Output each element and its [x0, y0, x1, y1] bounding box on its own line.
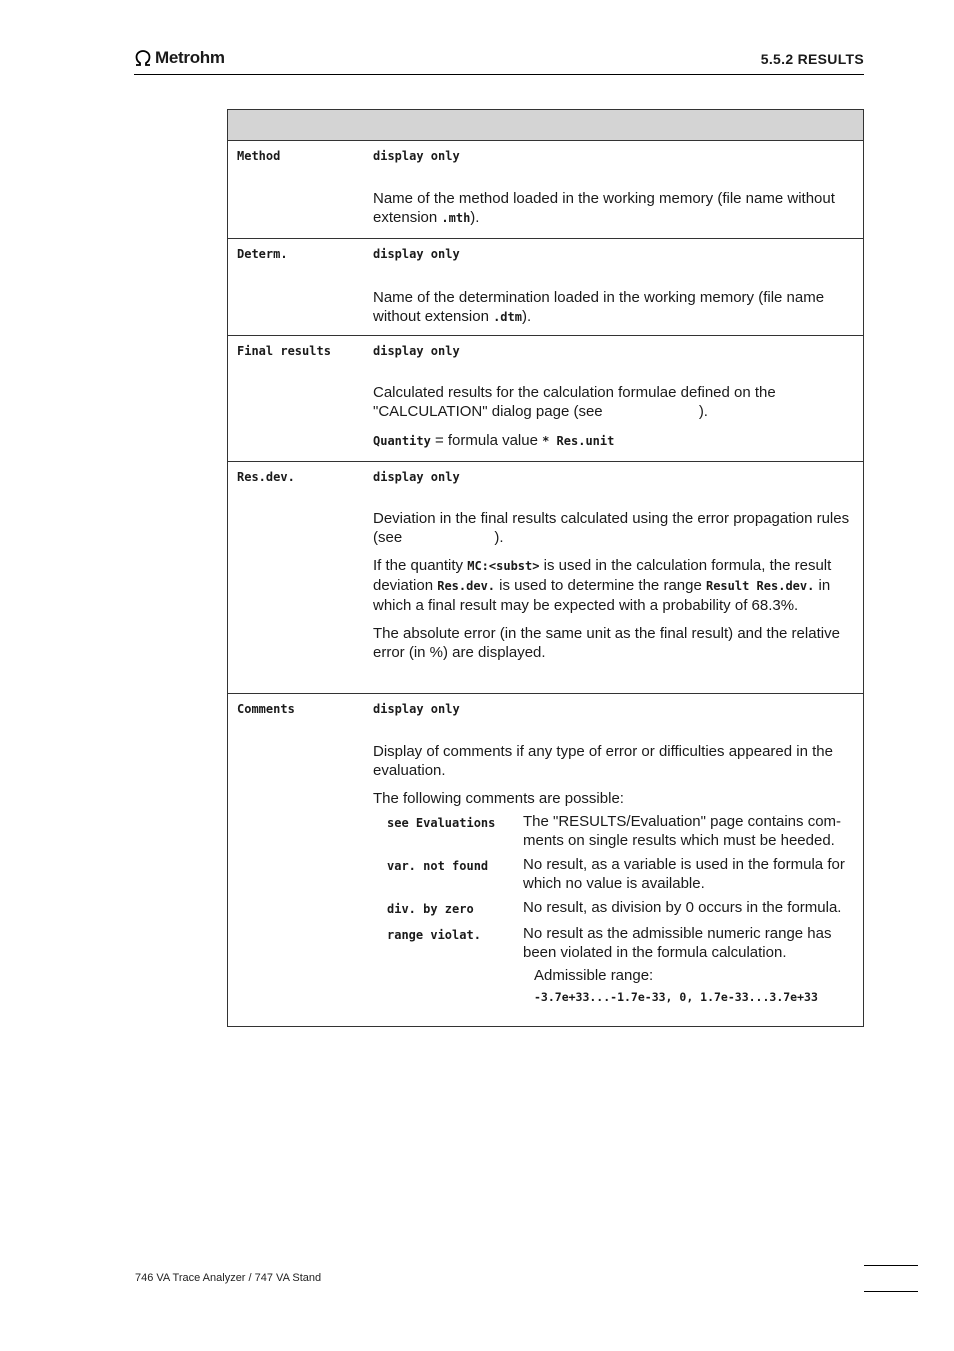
param-name: Comments: [237, 702, 295, 716]
param-type: display only: [373, 344, 460, 358]
comment-text: No result, as a variable is used in the formula for which no value is available.: [523, 856, 845, 892]
param-description: Calculated results for the calculation formulae defined on the "CALCULATION" dialog page (see ). Quantity = formula value * Res.unit: [373, 384, 776, 449]
admissible-range: [373, 966, 855, 1007]
param-description: Display of comments if any type of error or difficulties appeared in the evaluation. The following comments are possible: see Evaluations The "RESULTS/Evaluation" page contains com-ments on single results which must be heeded. var. not found No result, as a variable is used in the formula for which no value is available. div. by zero No result, as division by 0 occurs in the formula. range violat. No result as the admissible numeric range has been violated in the formula calculation. Admissible range: -3.7e+33...-1.7e-33, 0, 1.7e-33...3.7e+33: [373, 742, 855, 1007]
comment-key: var. not found: [387, 859, 489, 873]
row-final-results: [228, 336, 863, 462]
param-type: display only: [373, 702, 460, 716]
comment-text: The "RESULTS/Evaluation" page contains com-ments on single results which must be heeded.: [523, 813, 842, 849]
code-ext: .dtm: [493, 310, 522, 324]
row-comments: [228, 694, 863, 1025]
parameter-table: [227, 109, 864, 1027]
comment-key: div. by zero: [387, 902, 474, 916]
list-item: [373, 855, 855, 893]
param-type: display only: [373, 149, 460, 163]
param-description: Name of the method loaded in the working memory (file name without extension .mth).: [373, 190, 835, 226]
omega-icon: [134, 50, 152, 66]
footer-product: 746 VA Trace Analyzer / 747 VA Stand: [135, 1272, 322, 1284]
list-item: [373, 898, 855, 919]
list-item: [373, 812, 855, 850]
comment-key: see Evaluations: [387, 816, 496, 830]
comment-text: No result, as division by 0 occurs in the formula.: [523, 899, 842, 916]
param-type: display only: [373, 470, 460, 484]
param-name: Res.dev.: [237, 470, 295, 484]
comment-key: range violat.: [387, 928, 481, 942]
comment-text: No result as the admissible numeric range has been violated in the formula calculation.: [523, 925, 832, 961]
row-method: [228, 141, 863, 239]
footer-rule-top: [864, 1265, 918, 1266]
code-res-unit: * Res.unit: [542, 434, 615, 448]
code-ext: .mth: [441, 211, 471, 225]
footer-rule-bottom: [864, 1291, 918, 1292]
section-title: 5.5.2 RESULTS: [760, 51, 864, 67]
admissible-value: -3.7e+33...-1.7e-33, 0, 1.7e-33...3.7e+33: [534, 990, 818, 1004]
admissible-label: Admissible range:: [534, 967, 654, 984]
list-item: [373, 924, 855, 962]
code-quantity: Quantity: [373, 434, 431, 448]
param-name: Method: [237, 149, 281, 163]
row-determ: [228, 239, 863, 336]
param-type: display only: [373, 247, 460, 261]
brand-logo: [134, 48, 225, 68]
page-header: [134, 46, 864, 75]
row-res-dev: [228, 462, 863, 694]
comment-list: [373, 812, 855, 1007]
param-description: Name of the determination loaded in the working memory (file name without extension .dtm).: [373, 289, 825, 325]
brand-name: Metrohm: [155, 48, 225, 67]
param-description: Deviation in the final results calculated using the error propagation rules (see ). If the quantity MC:<subst> is used in the calculation formula, the result deviation Res.dev. is used to determine the range Result Res.dev. in which a final result may be expected with a probability of 68.3%. The absolute error (in the same unit as the final result) and the relative error (in %) are displayed.: [373, 510, 850, 661]
table-header-bar: [228, 110, 863, 141]
param-name: Determ.: [237, 247, 288, 261]
param-name: Final results: [237, 344, 331, 358]
